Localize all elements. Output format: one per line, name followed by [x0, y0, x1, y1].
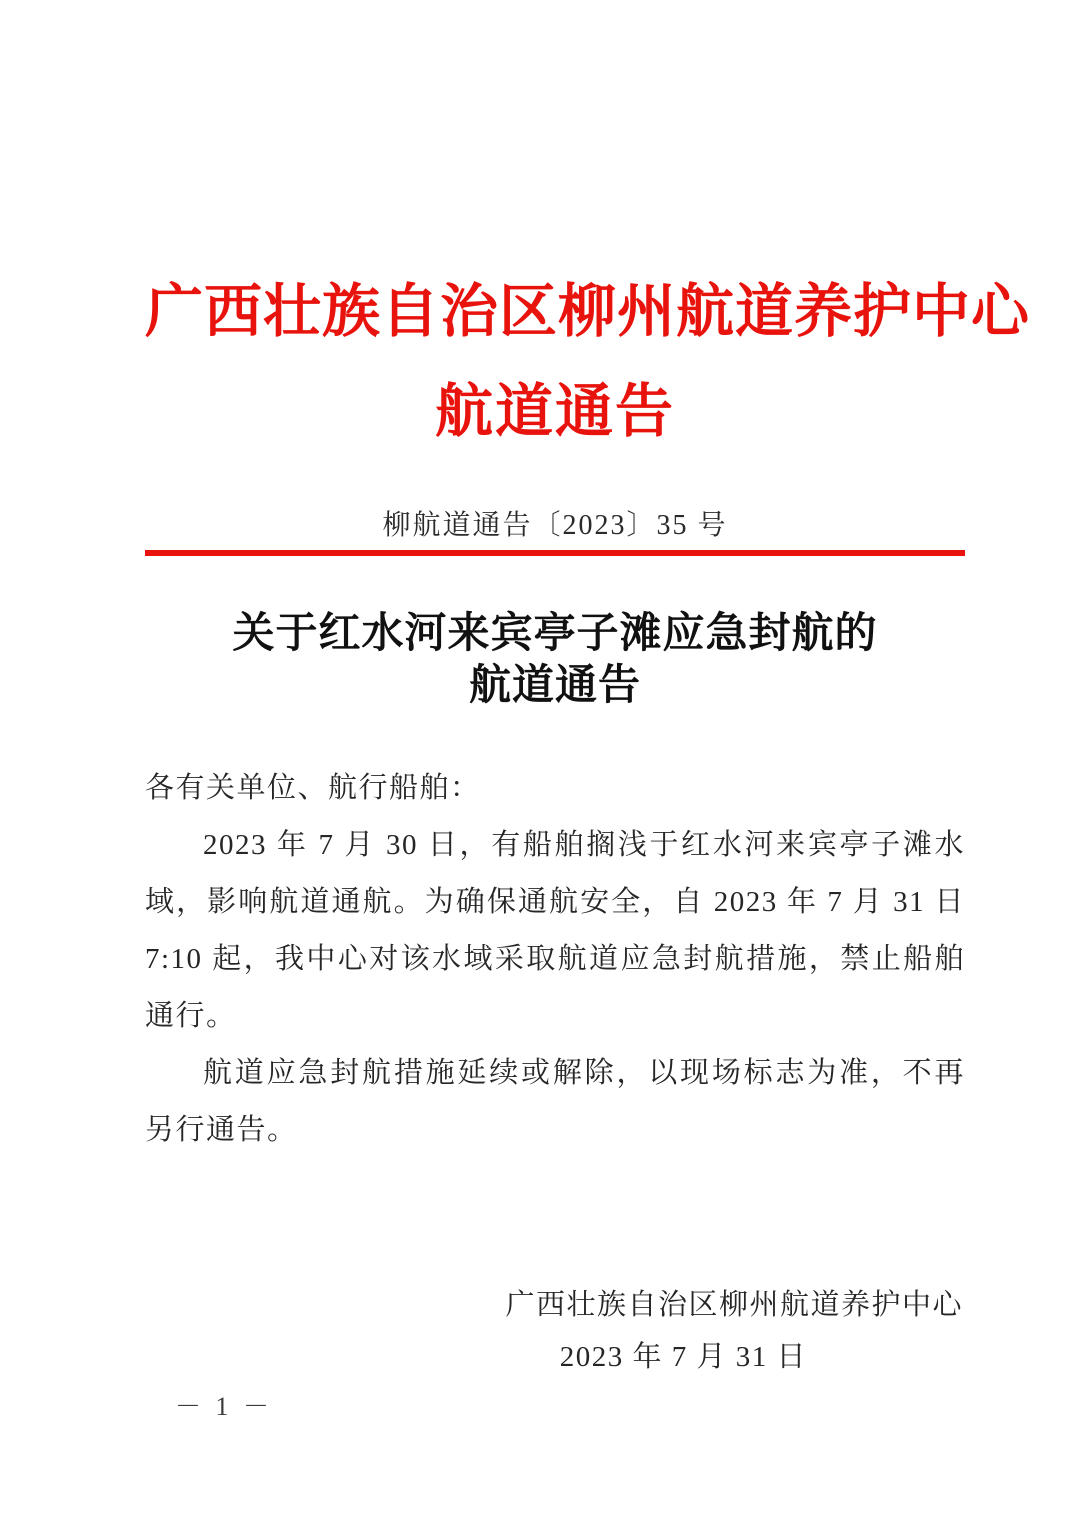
signature-block	[145, 1279, 965, 1383]
subject-title-line2: 航道通告	[468, 663, 641, 709]
signature-issuer: 广西壮族自治区柳州航道养护中心	[505, 1289, 963, 1321]
page-number: － 1 －	[175, 1392, 274, 1421]
notice-body	[145, 760, 965, 1159]
document-number: 柳航道通告〔2023〕35 号	[382, 510, 728, 541]
body-paragraph-2: 航道应急封航措施延续或解除，以现场标志为准，不再另行通告。	[145, 1057, 965, 1146]
letterhead-divider-rule	[145, 550, 965, 556]
subject-title	[145, 608, 965, 712]
org-title: 广西壮族自治区柳州航道养护中心	[145, 279, 1031, 344]
document-letterhead	[145, 278, 1031, 556]
signature-date: 2023 年 7 月 31 日	[559, 1341, 807, 1373]
subject-title-line1: 关于红水河来宾亭子滩应急封航的	[232, 611, 878, 657]
body-paragraph-1: 2023 年 7 月 30 日，有船舶搁浅于红水河来宾亭子滩水域，影响航道通航。为确保通航安全，自 2023 年 7 月 31 日 7:10 起，我中心对该水域采取航道应急封航措施，禁止船舶通行。	[145, 829, 965, 1032]
notice-type-title: 航道通告	[434, 379, 675, 444]
salutation: 各有关单位、航行船舶：	[145, 772, 481, 804]
